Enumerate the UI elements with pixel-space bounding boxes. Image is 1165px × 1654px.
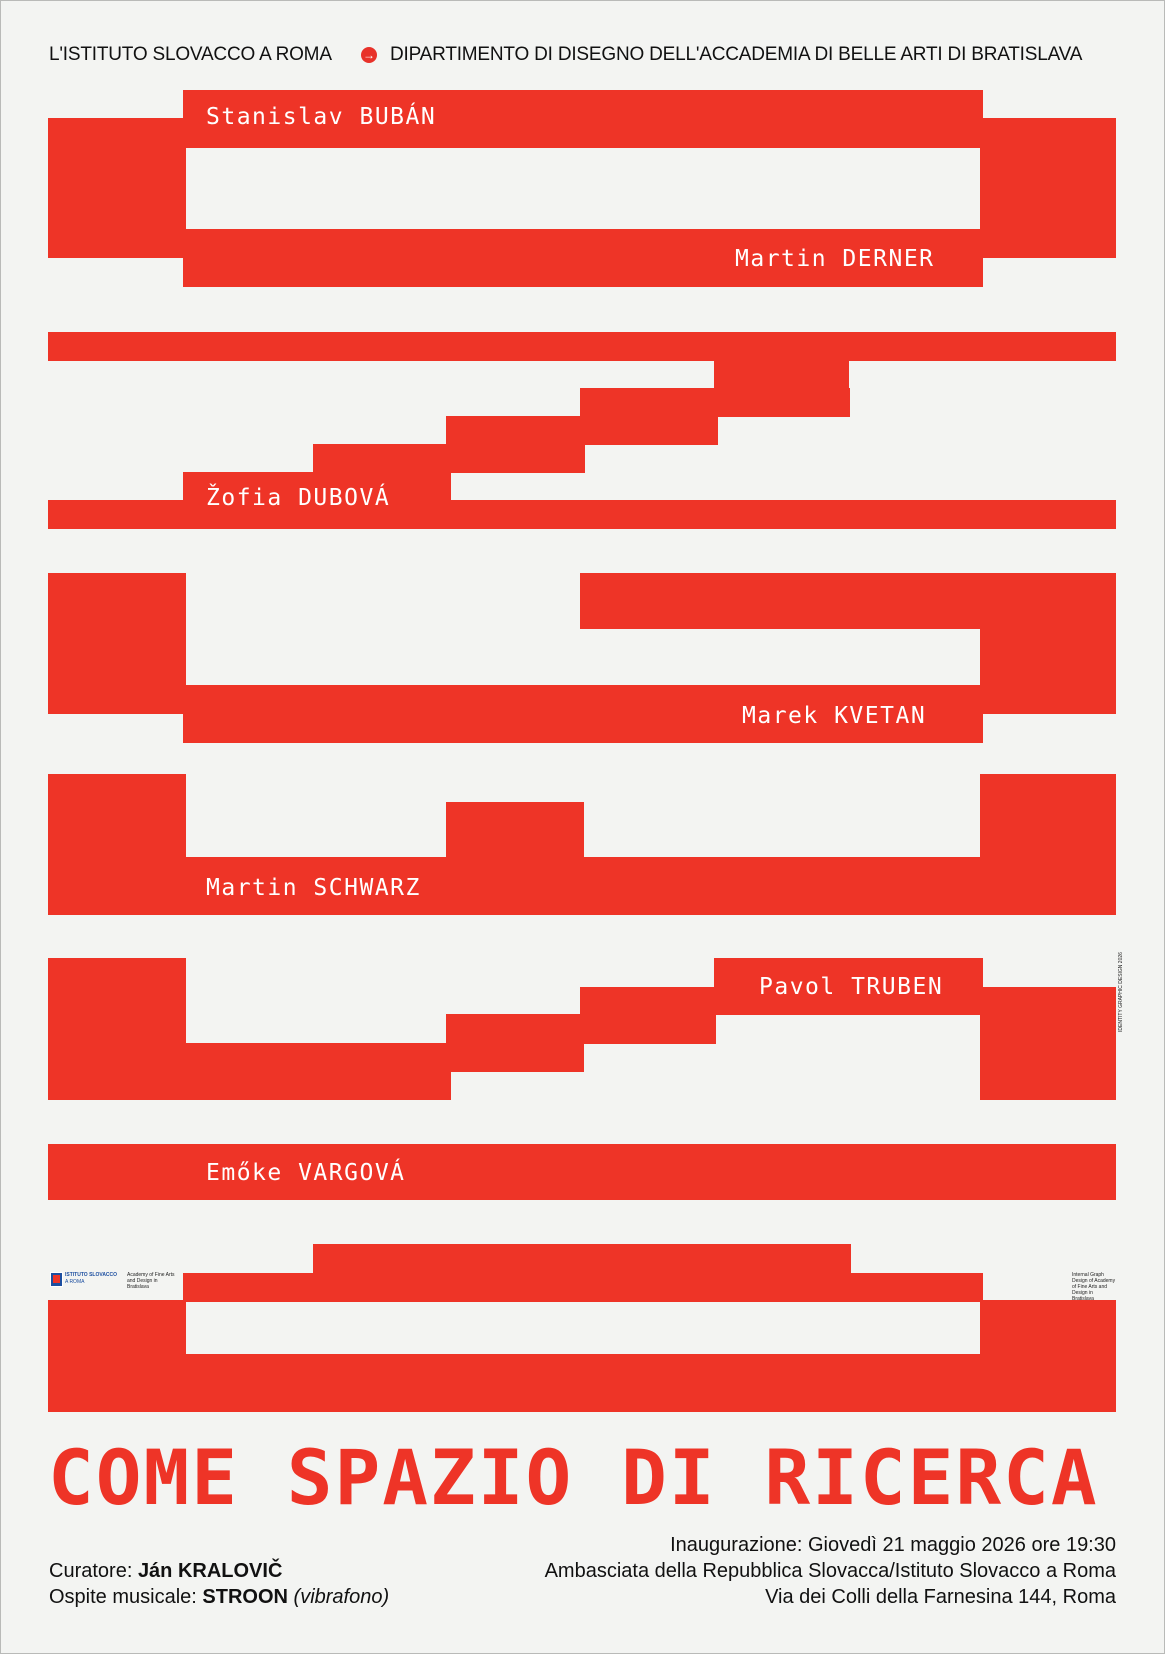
opening-date: Inaugurazione: Giovedì 21 maggio 2026 ore 19:30: [670, 1534, 1116, 1556]
curator-name: Ján KRALOVIČ: [137, 1560, 283, 1582]
artist-name: Marek KVETAN: [742, 703, 927, 729]
venue: Ambasciata della Repubblica Slovacca/Istituto Slovacco a Roma: [544, 1560, 1116, 1582]
musical-guest-instrument: (vibrafono): [293, 1586, 390, 1608]
istituto-logo: ISTITUTO SLOVACCO: [65, 1272, 118, 1278]
arrow-right-circle-icon: →: [363, 48, 375, 62]
curator-line: [49, 1558, 282, 1584]
artist-name: Martin DERNER: [735, 246, 935, 272]
header-institute: L'ISTITUTO SLOVACCO A ROMA: [49, 44, 332, 65]
header-department: DIPARTIMENTO DI DISEGNO DELL'ACCADEMIA DI BELLE ARTI DI BRATISLAVA: [390, 44, 1083, 65]
curator-label: Curatore:: [49, 1560, 133, 1582]
vertical-credit: IDENTITY GRAPHIC DESIGN 2026: [1118, 952, 1124, 1032]
exhibition-title: COME SPAZIO DI RICERCA: [48, 1433, 1099, 1522]
artist-name: Emőke VARGOVÁ: [206, 1160, 406, 1186]
pixel-shape: [183, 1071, 451, 1100]
pixel-shape: [980, 1014, 1116, 1100]
pixel-shape: [580, 388, 850, 417]
artist-name: Martin SCHWARZ: [206, 875, 421, 901]
pixel-cutout: [186, 148, 980, 229]
pixel-cutout: [186, 1302, 980, 1354]
academy-logo: Academy of Fine Arts and Design in Bratislava: [127, 1272, 175, 1290]
pixel-shape: [714, 360, 849, 389]
musical-guest-label: Ospite musicale:: [49, 1586, 197, 1608]
pixel-shape: [446, 1014, 716, 1044]
pixel-shape: [48, 332, 1116, 361]
pixel-shape: [183, 1273, 983, 1301]
address: Via dei Colli della Farnesina 144, Roma: [765, 1586, 1116, 1608]
pixel-shape: [446, 416, 718, 445]
pixel-shape: [48, 685, 1116, 714]
artist-name: Žofia DUBOVÁ: [206, 485, 391, 511]
artist-name: Pavol TRUBEN: [759, 974, 944, 1000]
musical-guest-line: [49, 1584, 389, 1610]
design-credit: Internal Graph Design of Academy of Fine Arts and Design in Bratislava: [1072, 1272, 1116, 1302]
pixel-shape: [48, 958, 186, 1100]
pixel-shape: [313, 444, 585, 473]
musical-guest-name: STROON: [202, 1586, 288, 1608]
slovak-emblem-icon: [50, 1272, 63, 1287]
istituto-logo-sub: A ROMA: [65, 1279, 85, 1285]
artist-name: Stanislav BUBÁN: [206, 104, 437, 130]
pixel-shape: [446, 802, 584, 858]
pixel-shape: [580, 573, 1116, 629]
pixel-shape: [48, 1043, 584, 1072]
pixel-shape: [313, 1244, 851, 1274]
